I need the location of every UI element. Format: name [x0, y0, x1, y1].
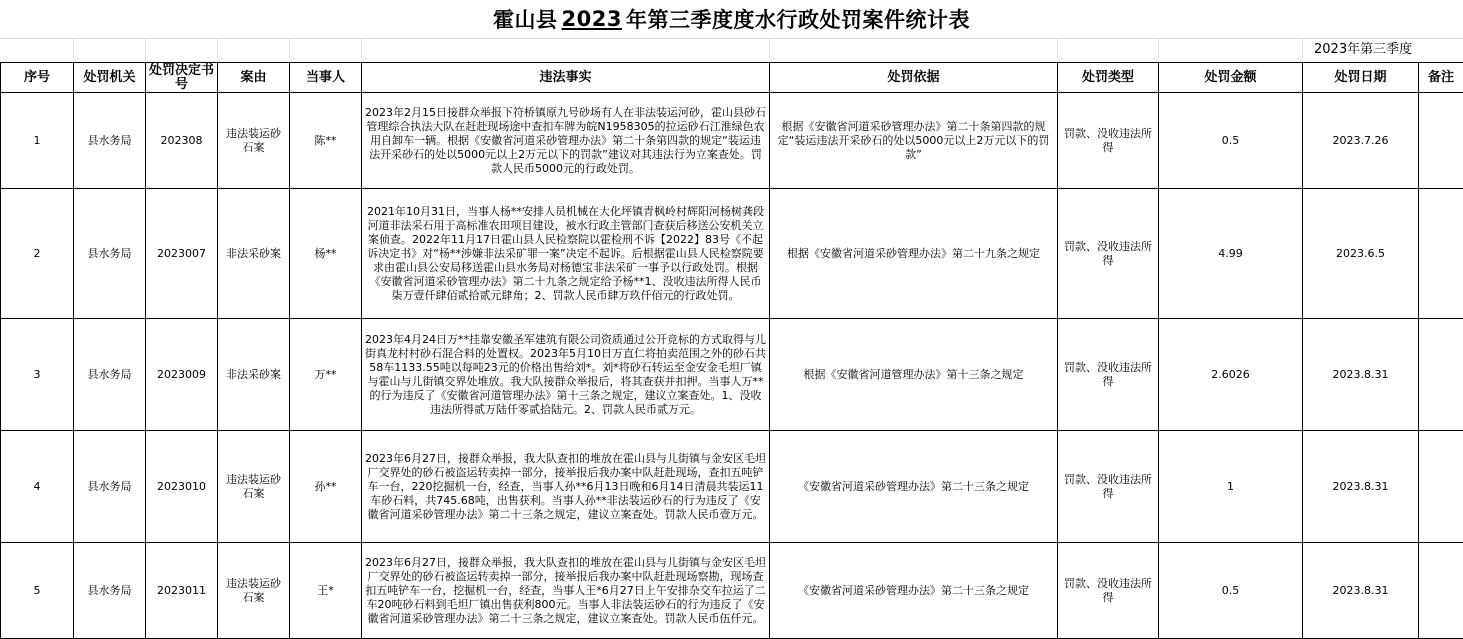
cell-case: 违法装运砂石案	[218, 93, 290, 189]
cell-basis: 根据《安徽省河道管理办法》第十三条之规定	[770, 319, 1058, 431]
table-row	[1, 93, 1463, 189]
cell-penalty-type: 罚款、没收违法所得	[1058, 431, 1159, 543]
grid-line	[769, 38, 770, 62]
cell-party: 陈**	[290, 93, 362, 189]
cell-penalty-type: 罚款、没收违法所得	[1058, 543, 1159, 639]
cell-case: 非法采砂案	[218, 189, 290, 319]
cell-facts: 2023年2月15日接群众举报下符桥镇原九号砂场有人在非法装运河砂，霍山县砂石管理综合执法大队在赶赴现场途中查扣车牌为皖N1958305的拉运砂石江淮绿色农用自卸车一辆。根据《安徽省河道采砂管理办法》第二十条第四款的规定“装运违法开采砂石的处以5000元以上2万元以下的罚款”建议对其违法行为立案查处。罚款人民币5000元的行政处罚。	[362, 93, 770, 189]
grid-line	[1057, 38, 1058, 62]
cell-facts: 2021年10月31日，当事人杨**安排人员机械在大化坪镇青枫岭村辉阳河杨树龚段河道非法采石用于高标准农田项目建设，被水行政主管部门查获后移送公安机关立案侦查。2022年11月17日霍山县人民检察院以霍检刑不诉【2022】83号《不起诉决定书》对“杨**涉嫌非法采矿罪一案”决定不起诉。后根据霍山县人民检察院要求由霍山县公安局移送霍山县水务局对杨德宝非法采矿一事予以行政处罚。根据《安徽省河道采砂管理办法》第二十九条之规定给予杨**1、没收违法所得人民币柒万壹仟肆佰贰拾贰元肆角；2、罚款人民币肆万玖仟佰元的行政处罚。	[362, 189, 770, 319]
cell-note	[1419, 543, 1463, 639]
grid-line	[145, 38, 146, 62]
grid-line	[361, 38, 362, 62]
header-case: 案由	[218, 63, 290, 93]
cell-basis: 《安徽省河道采砂管理办法》第二十三条之规定	[770, 543, 1058, 639]
cell-party: 王*	[290, 543, 362, 639]
header-amount: 处罚金额	[1159, 63, 1303, 93]
cell-agency: 县水务局	[74, 319, 146, 431]
cell-note	[1419, 189, 1463, 319]
cell-penalty-type: 罚款、没收违法所得	[1058, 93, 1159, 189]
cell-party: 杨**	[290, 189, 362, 319]
table-row	[1, 543, 1463, 639]
header-agency: 处罚机关	[74, 63, 146, 93]
cell-date: 2023.7.26	[1303, 93, 1419, 189]
cell-seq: 2	[1, 189, 74, 319]
cell-decision-no: 2023010	[146, 431, 218, 543]
cell-facts: 2023年6月27日，接群众举报，我大队查扣的堆放在霍山县与儿街镇与金安区毛坦厂交界处的砂石被盗运转卖掉一部分，接举报后我办案中队赶赴现场，查扣五吨铲车一台，220挖掘机一台，经查，当事人孙**6月13日晚和6月14日清晨共装运11车砂石料，共745.68吨，出售获利。当事人孙**非法装运砂石的行为违反了《安徽省河道采砂管理办法》第二十三条之规定，建议立案查处。罚款人民币壹万元。	[362, 431, 770, 543]
grid-line	[289, 38, 290, 62]
header-row	[1, 63, 1463, 93]
cell-decision-no: 2023007	[146, 189, 218, 319]
title-suffix: 年第三季度度水行政处罚案件统计表	[626, 4, 970, 34]
header-note: 备注	[1419, 63, 1463, 93]
header-penalty-type: 处罚类型	[1058, 63, 1159, 93]
cell-agency: 县水务局	[74, 543, 146, 639]
cell-amount: 2.6026	[1159, 319, 1303, 431]
cell-penalty-type: 罚款、没收违法所得	[1058, 189, 1159, 319]
cell-seq: 3	[1, 319, 74, 431]
cell-facts: 2023年4月24日万**挂靠安徽圣军建筑有限公司资质通过公开竞标的方式取得与儿街真龙村村砂石混合料的处置权。2023年5月10日万直仁将拍卖范围之外的砂石共58车1133.55吨以每吨23元的价格出售给刘*。刘*将砂石转运至金安金毛坦厂镇与霍山与儿街镇交界处堆放。我大队接群众举报后，将其查获并扣押。当事人万**的行为违反了《安徽省河道管理办法》第十三条之规定，建议立案查处。1、没收违法所得贰万陆仟零贰拾陆元。2、罚款人民币贰万元。	[362, 319, 770, 431]
header-basis: 处罚依据	[770, 63, 1058, 93]
cell-date: 2023.8.31	[1303, 431, 1419, 543]
penalty-table	[0, 62, 1463, 639]
table-row	[1, 189, 1463, 319]
cell-note	[1419, 431, 1463, 543]
cell-date: 2023.8.31	[1303, 543, 1419, 639]
cell-decision-no: 202308	[146, 93, 218, 189]
title-year: 2023	[558, 7, 626, 31]
cell-party: 万**	[290, 319, 362, 431]
cell-case: 违法装运砂石案	[218, 431, 290, 543]
cell-agency: 县水务局	[74, 431, 146, 543]
header-facts: 违法事实	[362, 63, 770, 93]
title-prefix: 霍山县	[493, 4, 558, 34]
cell-case: 违法装运砂石案	[218, 543, 290, 639]
cell-seq: 5	[1, 543, 74, 639]
header-party: 当事人	[290, 63, 362, 93]
cell-amount: 0.5	[1159, 543, 1303, 639]
cell-decision-no: 2023011	[146, 543, 218, 639]
season-row	[0, 38, 1463, 63]
cell-note	[1419, 93, 1463, 189]
cell-agency: 县水务局	[74, 189, 146, 319]
cell-amount: 1	[1159, 431, 1303, 543]
cell-penalty-type: 罚款、没收违法所得	[1058, 319, 1159, 431]
header-decision-no: 处罚决定书号	[146, 63, 218, 93]
cell-basis: 《安徽省河道采砂管理办法》第二十三条之规定	[770, 431, 1058, 543]
sheet-title	[0, 0, 1463, 39]
header-seq: 序号	[1, 63, 74, 93]
cell-seq: 4	[1, 431, 74, 543]
cell-facts: 2023年6月27日，接群众举报，我大队查扣的堆放在霍山县与儿街镇与金安区毛坦厂交界处的砂石被盗运转卖掉一部分，接举报后我办案中队赶赴现场察勘，现场查扣五吨铲车一台，挖掘机一台，经查，当事人王*6月27日上午安排杂交车拉运了二车20吨砂石料到毛坦厂镇出售获利800元。当事人非法装运砂石的行为违反了《安徽省河道采砂管理办法》第二十三条之规定，建议立案查处。罚款人民币伍仟元。	[362, 543, 770, 639]
cell-date: 2023.8.31	[1303, 319, 1419, 431]
cell-party: 孙**	[290, 431, 362, 543]
cell-date: 2023.6.5	[1303, 189, 1419, 319]
cell-agency: 县水务局	[74, 93, 146, 189]
grid-line	[217, 38, 218, 62]
cell-seq: 1	[1, 93, 74, 189]
cell-decision-no: 2023009	[146, 319, 218, 431]
grid-line	[1158, 38, 1159, 62]
header-date: 处罚日期	[1303, 63, 1419, 93]
table-row	[1, 431, 1463, 543]
cell-note	[1419, 319, 1463, 431]
cell-basis: 根据《安徽省河道采砂管理办法》第二十条第四款的规定“装运违法开采砂石的处以5000元以上2万元以下的罚款”	[770, 93, 1058, 189]
cell-amount: 4.99	[1159, 189, 1303, 319]
grid-line	[73, 38, 74, 62]
cell-basis: 根据《安徽省河道采砂管理办法》第二十九条之规定	[770, 189, 1058, 319]
table-row	[1, 319, 1463, 431]
season-label: 2023年第三季度	[1302, 38, 1463, 62]
cell-amount: 0.5	[1159, 93, 1303, 189]
cell-case: 非法采砂案	[218, 319, 290, 431]
